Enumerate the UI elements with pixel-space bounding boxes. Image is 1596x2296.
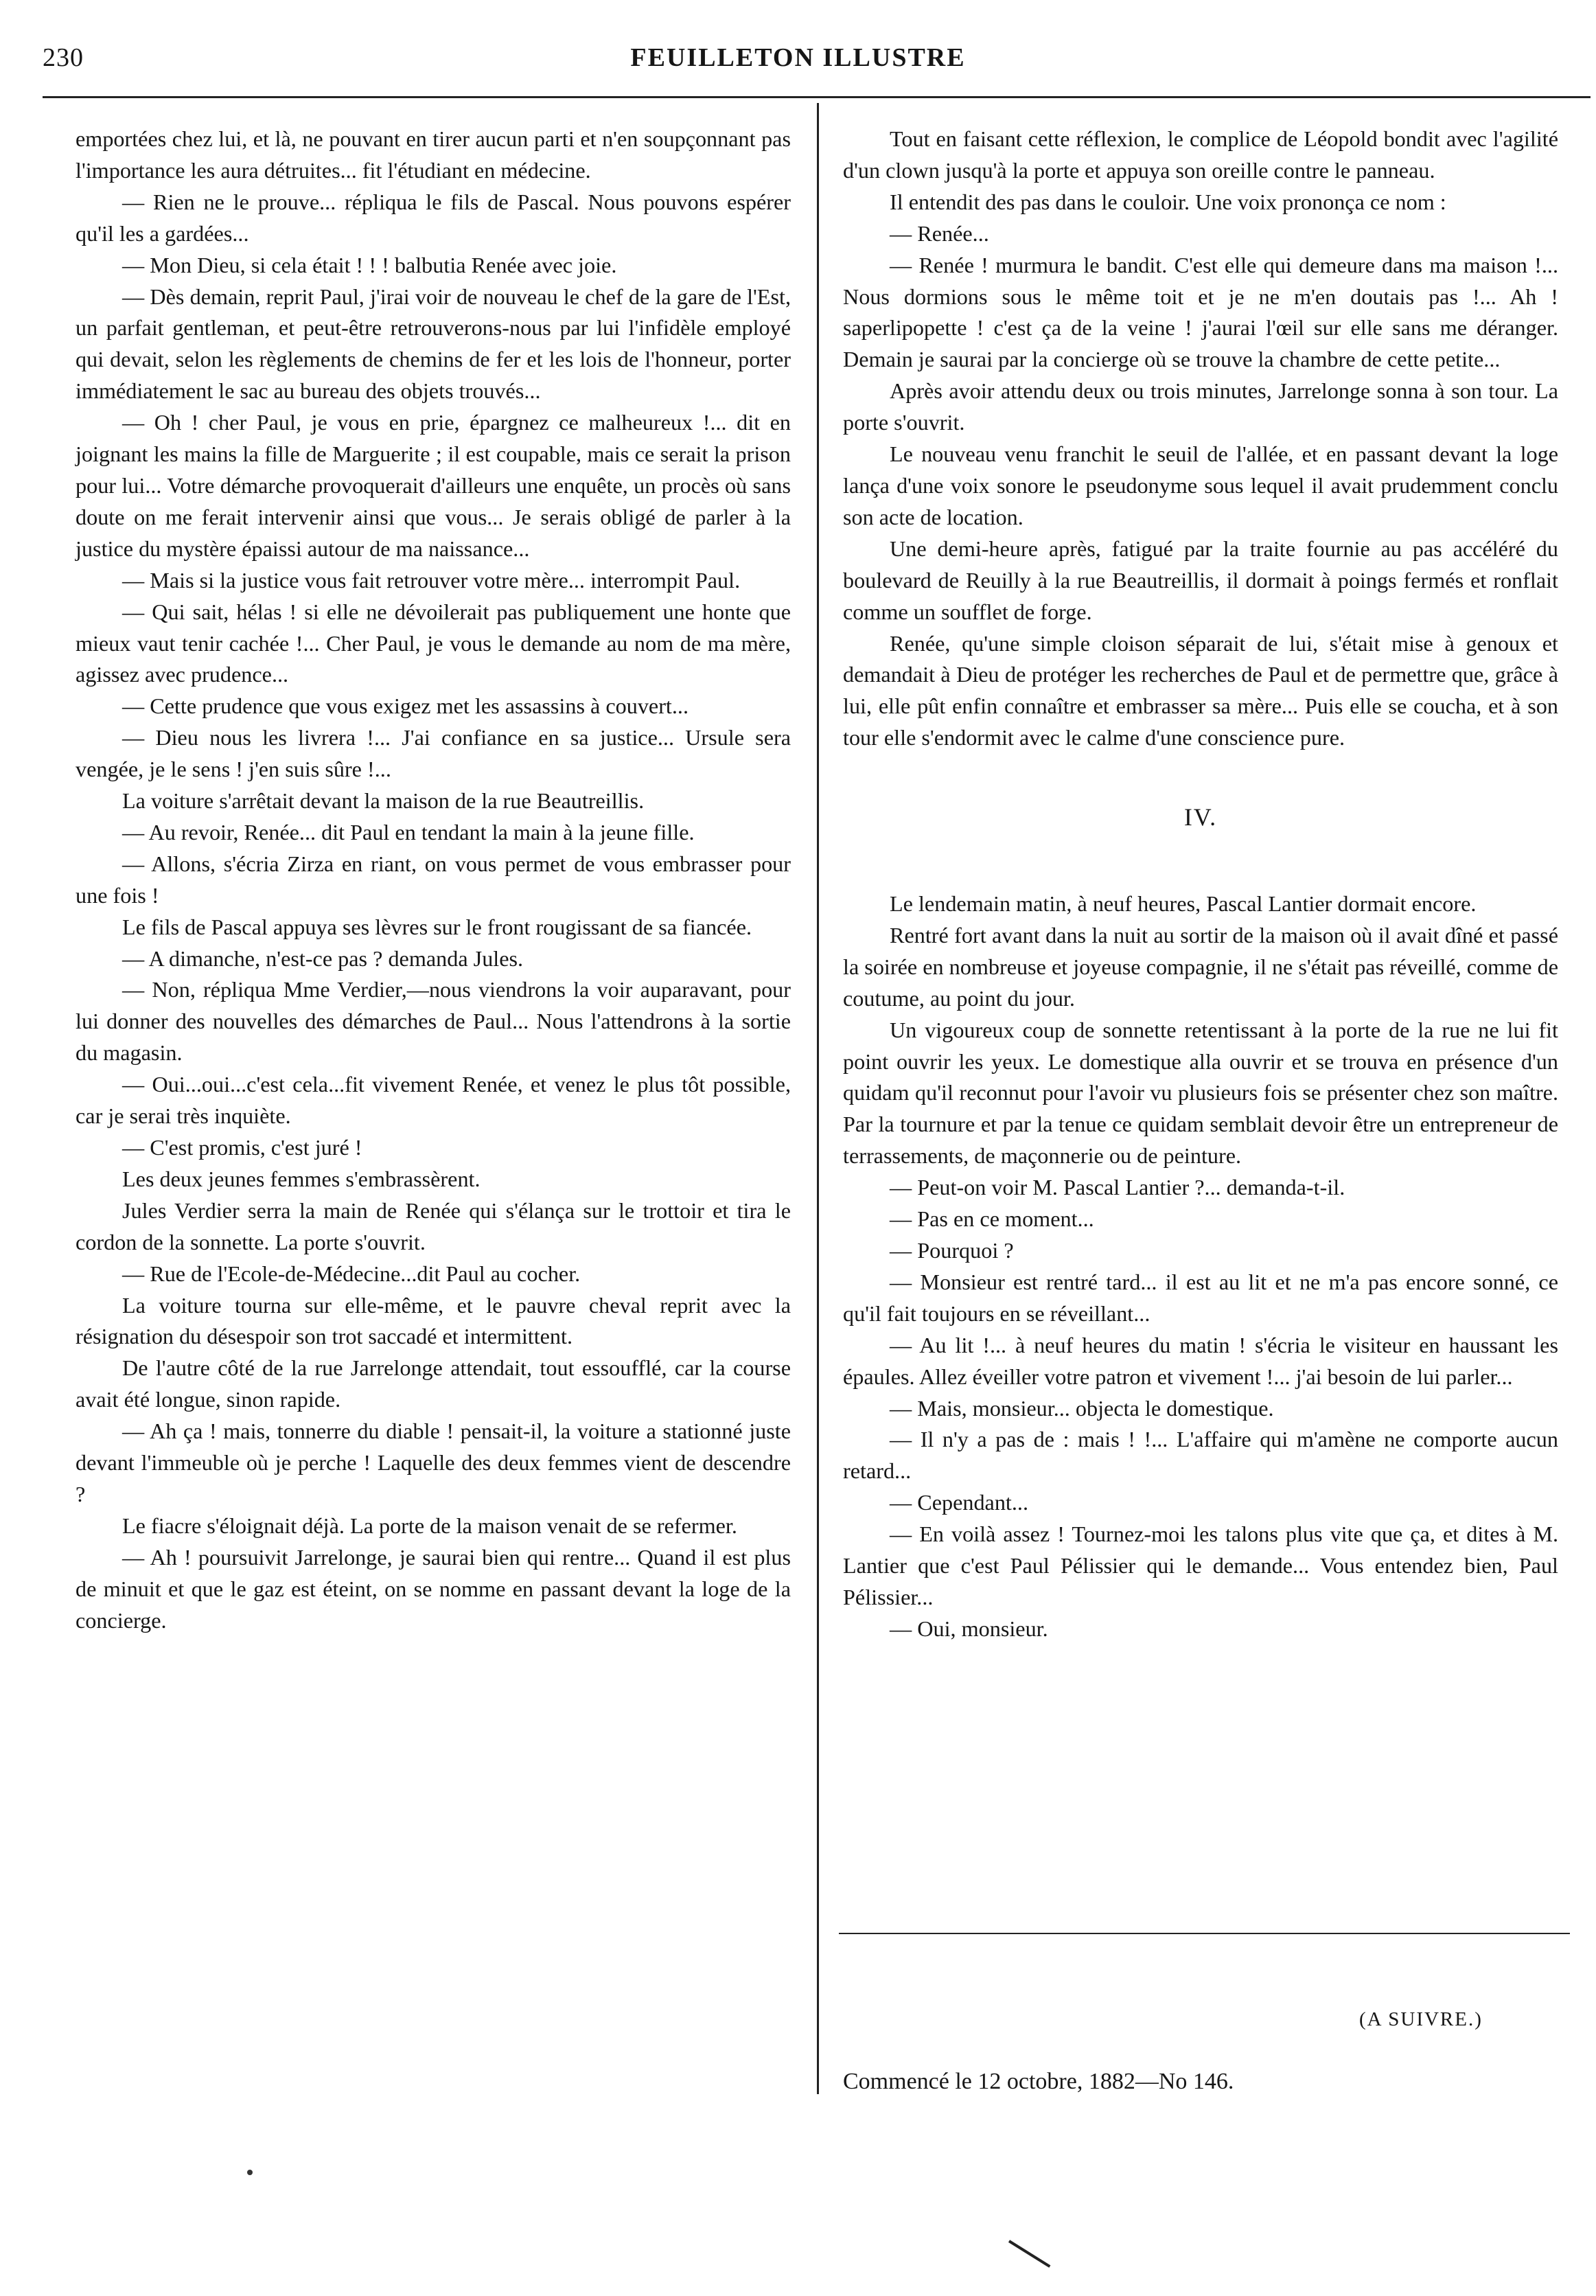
paragraph: — Au lit !... à neuf heures du matin ! s'écria le visiteur en haussant les épaules. Allez éveiller votre patron et vivement !... j'ai besoin de lui parler... xyxy=(843,1332,1558,1389)
paragraph: — Qui sait, hélas ! si elle ne dévoilerait pas publiquement une honte que mieux vaut tenir cachée !... Cher Paul, je vous le demande au nom de ma mère, agissez avec prudence... xyxy=(76,599,791,687)
paragraph: — Pourquoi ? xyxy=(890,1238,1014,1263)
paragraph: — A dimanche, n'est-ce pas ? demanda Jules. xyxy=(122,945,524,971)
to-be-continued: (A SUIVRE.) xyxy=(1359,2008,1483,2030)
footer-rule xyxy=(839,1933,1570,1934)
paragraph: — Dès demain, reprit Paul, j'irai voir de nouveau le chef de la gare de l'Est, un parfait gentleman, et peut-être retrouverons-nous par lui l'infidèle employé qui devait, selon les règlements de chemins de fer et les lois de l'honneur, porter immédiatement le sac au bureau des objets trouvés... xyxy=(76,284,791,404)
paragraph: Une demi-heure après, fatigué par la traite fournie au pas accéléré du boulevard de Reuilly à la rue Beautreillis, il dormait à poings fermés et ronflait comme un soufflet de forge. xyxy=(843,536,1558,624)
paragraph: emportées chez lui, et là, ne pouvant en tirer aucun parti et n'en soupçonnant pas l'importance les aura détruites... fit l'étudiant en médecine. xyxy=(76,126,791,183)
running-head: FEUILLETON ILLUSTRE xyxy=(630,43,966,72)
paragraph: — Peut-on voir M. Pascal Lantier ?... demanda-t-il. xyxy=(890,1175,1345,1200)
paragraph: La voiture tourna sur elle-même, et le pauvre cheval reprit avec la résignation du désespoir son trot saccadé et intermittent. xyxy=(76,1292,791,1349)
started-note: Commencé le 12 octobre, 1882—No 146. xyxy=(843,2069,1234,2094)
paragraph: Les deux jeunes femmes s'embrassèrent. xyxy=(122,1166,481,1191)
paragraph: La voiture s'arrêtait devant la maison de la rue Beautreillis. xyxy=(122,788,645,814)
paragraph: — Oh ! cher Paul, je vous en prie, épargnez ce malheureux !... dit en joignant les mains la fille de Marguerite ; il est coupable, mais ce serait la prison pour lui... Votre démarche provoquerait d'ailleurs une enquête, un procès où sans doute on me ferait intervenir ainsi que vous... Je serais obligé de parler à la justice du mystère épaissi autour de ma naissance... xyxy=(76,410,791,561)
paragraph: — Mais si la justice vous fait retrouver votre mère... interrompit Paul. xyxy=(122,567,741,593)
right-column xyxy=(843,124,1558,1645)
paragraph: Renée, qu'une simple cloison séparait de lui, s'était mise à genoux et demandait à Dieu de protéger les recherches de Paul et de permettre que, grâce à lui, elle pût enfin connaître et embrasser sa mère... Puis elle se coucha, et à son tour elle s'endormit avec le calme d'une conscience pure. xyxy=(843,630,1558,750)
paragraph: — Rien ne le prouve... répliqua le fils de Pascal. Nous pouvons espérer qu'il les a gardées... xyxy=(76,189,791,246)
paragraph: — En voilà assez ! Tournez-moi les talons plus vite que ça, et dites à M. Lantier que c'est Paul Pélissier qui le demande... Vous entendez bien, Paul Pélissier... xyxy=(843,1522,1558,1609)
ink-dot xyxy=(247,2170,253,2175)
paragraph: Il entendit des pas dans le couloir. Une voix prononça ce nom : xyxy=(890,189,1446,214)
paragraph: — Au revoir, Renée... dit Paul en tendant la main à la jeune fille. xyxy=(122,819,695,845)
paragraph: — Renée ! murmura le bandit. C'est elle qui demeure dans ma maison !... Nous dormions sous le même toit et je ne m'en doutais pas !... Ah ! saperlipopette ! c'est ça de la veine ! j'aurai l'œil sur elle sans me déranger. Demain je saurai par la concierge où se trouve la chambre de cette petite... xyxy=(843,252,1558,372)
paragraph: — Renée... xyxy=(890,220,989,246)
paragraph: — Ah ça ! mais, tonnerre du diable ! pensait-il, la voiture a stationné juste devant l'immeuble où je perche ! Laquelle des deux femmes vient de descendre ? xyxy=(76,1419,791,1506)
paragraph: — Dieu nous les livrera !... J'ai confiance en sa justice... Ursule sera vengée, je le sens ! j'en suis sûre !... xyxy=(76,725,791,782)
paragraph: — Cette prudence que vous exigez met les assassins à couvert... xyxy=(122,693,689,719)
paragraph: — Monsieur est rentré tard... il est au lit et ne m'a pas encore sonné, ce qu'il fait toujours en se réveillant... xyxy=(843,1269,1558,1326)
paragraph: — Ah ! poursuivit Jarrelonge, je saurai bien qui rentre... Quand il est plus de minuit et que le gaz est éteint, on se nomme en passant devant la loge de la concierge. xyxy=(76,1544,791,1633)
paragraph: Le nouveau venu franchit le seuil de l'allée, et en passant devant la loge lança d'une voix sonore le pseudonyme sous lequel il avait prudemment conclu son acte de location. xyxy=(843,441,1558,529)
paragraph: — Oui, monsieur. xyxy=(890,1616,1048,1641)
paragraph: — Allons, s'écria Zirza en riant, on vous permet de vous embrasser pour une fois ! xyxy=(76,851,791,908)
paragraph: Un vigoureux coup de sonnette retentissant à la porte de la rue ne lui fit point ouvrir les yeux. Le domestique alla ouvrir et se trouva en présence d'un quidam qu'il reconnut pour l'avoir vu plusieurs fois se présenter chez son maître. Par la tournure et par la tenue ce quidam semblait devoir être un entrepreneur de terrassements, de maçonnerie ou de peinture. xyxy=(843,1017,1558,1169)
column-divider xyxy=(817,103,819,2094)
paragraph: Le lendemain matin, à neuf heures, Pascal Lantier dormait encore. xyxy=(890,891,1477,917)
page-number: 230 xyxy=(43,43,84,72)
paragraph: Tout en faisant cette réflexion, le complice de Léopold bondit avec l'agilité d'un clown jusqu'à la porte et appuya son oreille contre le panneau. xyxy=(843,126,1558,183)
paragraph: Le fils de Pascal appuya ses lèvres sur le front rougissant de sa fiancée. xyxy=(122,914,752,939)
paragraph: Après avoir attendu deux ou trois minutes, Jarrelonge sonna à son tour. La porte s'ouvrit. xyxy=(843,378,1558,435)
paragraph: — Non, répliqua Mme Verdier,—nous viendrons la voir auparavant, pour lui donner des nouvelles des démarches de Paul... Nous l'attendrons à la sortie du magasin. xyxy=(76,977,791,1066)
paragraph: — Mon Dieu, si cela était ! ! ! balbutia Renée avec joie. xyxy=(122,252,617,277)
paragraph: — C'est promis, c'est juré ! xyxy=(122,1135,362,1160)
paragraph: — Il n'y a pas de : mais ! !... L'affaire qui m'amène ne comporte aucun retard... xyxy=(843,1427,1558,1484)
header-rule xyxy=(43,96,1591,98)
paragraph: — Rue de l'Ecole-de-Médecine...dit Paul au cocher. xyxy=(122,1261,581,1286)
paragraph: Jules Verdier serra la main de Renée qui s'élança sur le trottoir et tira le cordon de la sonnette. La porte s'ouvrit. xyxy=(76,1197,791,1254)
paragraph: De l'autre côté de la rue Jarrelonge attendait, tout essoufflé, car la course avait été longue, sinon rapide. xyxy=(76,1355,791,1412)
section-heading: IV. xyxy=(1183,803,1218,831)
paragraph: Le fiacre s'éloignait déjà. La porte de la maison venait de se refermer. xyxy=(122,1513,737,1538)
left-column xyxy=(76,124,791,1637)
paragraph: — Mais, monsieur... objecta le domestique. xyxy=(890,1395,1274,1421)
paragraph: Rentré fort avant dans la nuit au sortir de la maison où il avait dîné et passé la soirée en nombreuse et joyeuse compagnie, il ne s'était pas réveillé, comme de coutume, au point du jour. xyxy=(843,922,1558,1011)
paragraph: — Oui...oui...c'est cela...fit vivement Renée, et venez le plus tôt possible, car je serai très inquiète. xyxy=(76,1072,791,1129)
paragraph: — Cependant... xyxy=(890,1490,1029,1515)
stray-pen-mark xyxy=(1008,2240,1050,2267)
paragraph: — Pas en ce moment... xyxy=(890,1206,1094,1232)
